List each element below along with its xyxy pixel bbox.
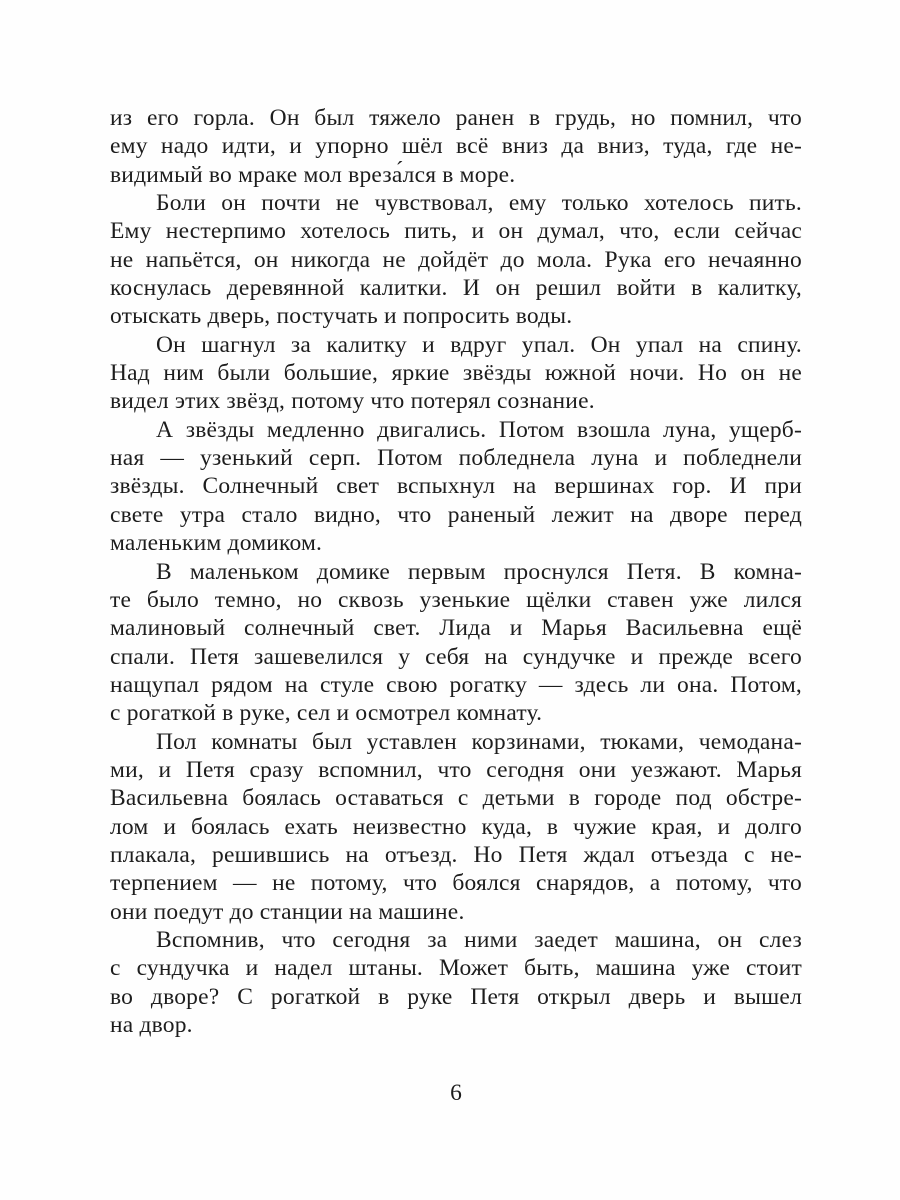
text-line: ему надо идти, и упорно шёл всё вниз да вниз, туда, где не- bbox=[110, 133, 802, 160]
text-line: во дворе? С рогаткой в руке Петя открыл дверь и вышел bbox=[110, 983, 802, 1010]
text-line: ми, и Петя сразу вспомнил, что сегодня они уезжают. Марья bbox=[110, 756, 802, 783]
text-line: плакала, решившись на отъезд. Но Петя ждал отъезда с не- bbox=[110, 841, 802, 868]
paragraph bbox=[110, 558, 802, 728]
text-line: с рогаткой в руке, сел и осмотрел комнату. bbox=[110, 700, 543, 727]
paragraph bbox=[110, 104, 802, 189]
text-line: свете утра стало видно, что раненый лежит на дворе перед bbox=[110, 501, 802, 528]
text-line: ная — узенький серп. Потом побледнела луна и побледнели bbox=[110, 445, 802, 472]
paragraph bbox=[110, 728, 802, 926]
text-line: Боли он почти не чувствовал, ему только хотелось пить. bbox=[156, 190, 802, 217]
text-line: терпением — не потому, что боялся снарядов, а потому, что bbox=[110, 870, 802, 897]
text-line: Васильевна боялась оставаться с детьми в городе под обстре- bbox=[110, 785, 802, 812]
text-line: маленьким домиком. bbox=[110, 530, 323, 557]
text-line: Над ним были большие, яркие звёзды южной ночи. Но он не bbox=[110, 360, 802, 387]
paragraph bbox=[110, 416, 802, 558]
text-line: Вспомнив, что сегодня за ними заедет машина, он слез bbox=[156, 926, 802, 953]
text-line: видел этих звёзд, потому что потерял сознание. bbox=[110, 388, 595, 415]
text-line: те было темно, но сквозь узенькие щёлки ставен уже лился bbox=[110, 586, 802, 613]
paragraph bbox=[110, 189, 802, 331]
text-line: В маленьком домике первым проснулся Петя. В комна- bbox=[156, 558, 802, 585]
text-line: звёзды. Солнечный свет вспыхнул на вершинах гор. И при bbox=[110, 473, 802, 500]
paragraph bbox=[110, 331, 802, 416]
paragraph bbox=[110, 926, 802, 1039]
text-line: они поедут до станции на машине. bbox=[110, 898, 465, 925]
text-line: лом и боялась ехать неизвестно куда, в чужие края, и долго bbox=[110, 813, 802, 840]
text-line: Пол комнаты был уставлен корзинами, тюками, чемодана- bbox=[156, 728, 802, 755]
text-line: на двор. bbox=[110, 1012, 193, 1038]
text-line: с сундучка и надел штаны. Может быть, машина уже стоит bbox=[110, 955, 802, 982]
page-text-block bbox=[110, 104, 802, 1039]
page-number: 6 bbox=[450, 1080, 462, 1106]
text-line: видимый во мраке мол вреза́лся в море. bbox=[110, 161, 516, 188]
text-line: коснулась деревянной калитки. И он решил войти в калитку, bbox=[110, 275, 802, 302]
text-line: Ему нестерпимо хотелось пить, и он думал, что, если сейчас bbox=[110, 218, 802, 245]
text-line: нащупал рядом на стуле свою рогатку — здесь ли она. Потом, bbox=[110, 671, 802, 698]
text-line: А звёзды медленно двигались. Потом взошла луна, ущерб- bbox=[156, 416, 802, 443]
text-line: не напьётся, он никогда не дойдёт до мола. Рука его нечаянно bbox=[110, 246, 802, 273]
text-line: из его горла. Он был тяжело ранен в грудь, но помнил, что bbox=[110, 105, 802, 131]
text-line: спали. Петя зашевелился у себя на сундучке и прежде всего bbox=[110, 643, 802, 670]
text-line: малиновый солнечный свет. Лида и Марья Васильевна ещё bbox=[110, 615, 802, 642]
text-line: Он шагнул за калитку и вдруг упал. Он упал на спину. bbox=[156, 331, 802, 358]
text-line: отыскать дверь, постучать и попросить воды. bbox=[110, 303, 573, 330]
